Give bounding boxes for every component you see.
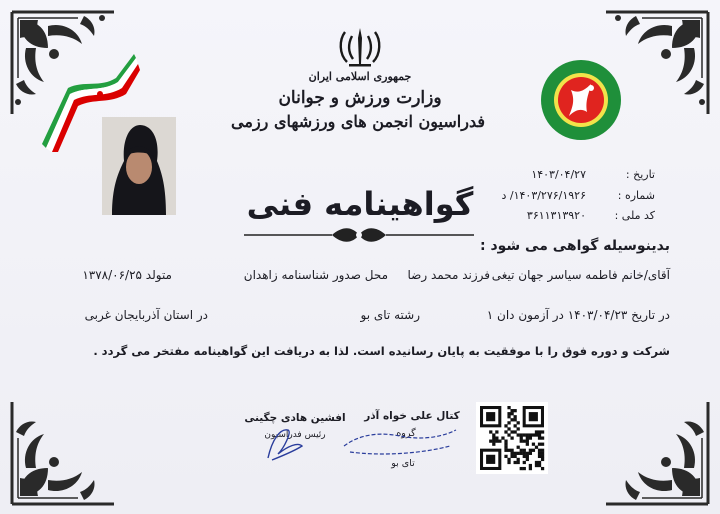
birth-date: متولد ۱۳۷۸/۰۶/۲۵ xyxy=(82,268,172,282)
father-name: فرزند محمد رضا xyxy=(407,268,490,282)
province: در استان آذربایجان غربی xyxy=(84,308,208,322)
birth-certificate-place: محل صدور شناسنامه زاهدان xyxy=(243,268,388,282)
number-value: ۱۴۰۳/۲۷۶/۱۹۲۶/ د xyxy=(501,189,586,202)
header-country: جمهوری اسلامی ایران xyxy=(308,70,412,83)
exam-date-rank: در تاریخ ۱۴۰۳/۰۴/۲۳ در آزمون دان ۱ xyxy=(486,308,670,322)
decorative-divider xyxy=(242,226,476,244)
date-value: ۱۴۰۳/۰۴/۲۷ xyxy=(531,168,586,181)
holder-name: آقای/خانم فاطمه سیاسر جهان تیغی xyxy=(491,268,670,282)
signatory-right-group: گروه xyxy=(396,428,416,439)
signatory-left-role: رئیس فدراسیون xyxy=(264,430,326,440)
signature-right xyxy=(340,420,460,460)
completion-statement: شرکت و دوره فوق را با موفقیت به پایان رسانیده است. لذا به دریافت این گواهینامه مفتخر می گردد . xyxy=(93,344,670,358)
national-code-value: ۳۶۱۱۳۱۳۹۲۰ xyxy=(526,209,586,222)
signatory-right-name: کتال علی خواه آذر xyxy=(364,410,460,422)
signatory-left-name: افشین هادی چگینی xyxy=(244,412,346,424)
signatory-right-discipline: تای بو xyxy=(391,458,415,469)
federation-logo xyxy=(541,60,621,140)
ornament-corner-bottom-left xyxy=(8,398,118,508)
number-label: شماره : xyxy=(617,189,655,202)
header-ministry: وزارت ورزش و جوانان xyxy=(278,88,442,108)
national-code-label: کد ملی : xyxy=(614,209,655,222)
header-federation: فدراسیون انجمن های ورزشهای رزمی xyxy=(231,112,485,131)
iran-emblem-icon xyxy=(337,26,383,68)
qr-code[interactable] xyxy=(476,402,548,474)
signature-left xyxy=(262,420,308,464)
certificate-title: گواهینامه فنی xyxy=(246,185,474,223)
discipline: رشته تای بو xyxy=(360,308,420,322)
holder-photo xyxy=(102,117,176,215)
ornament-corner-bottom-right xyxy=(602,398,712,508)
date-label: تاریخ : xyxy=(625,168,655,181)
certificate-intro: بدینوسیله گواهی می شود : xyxy=(479,238,670,254)
